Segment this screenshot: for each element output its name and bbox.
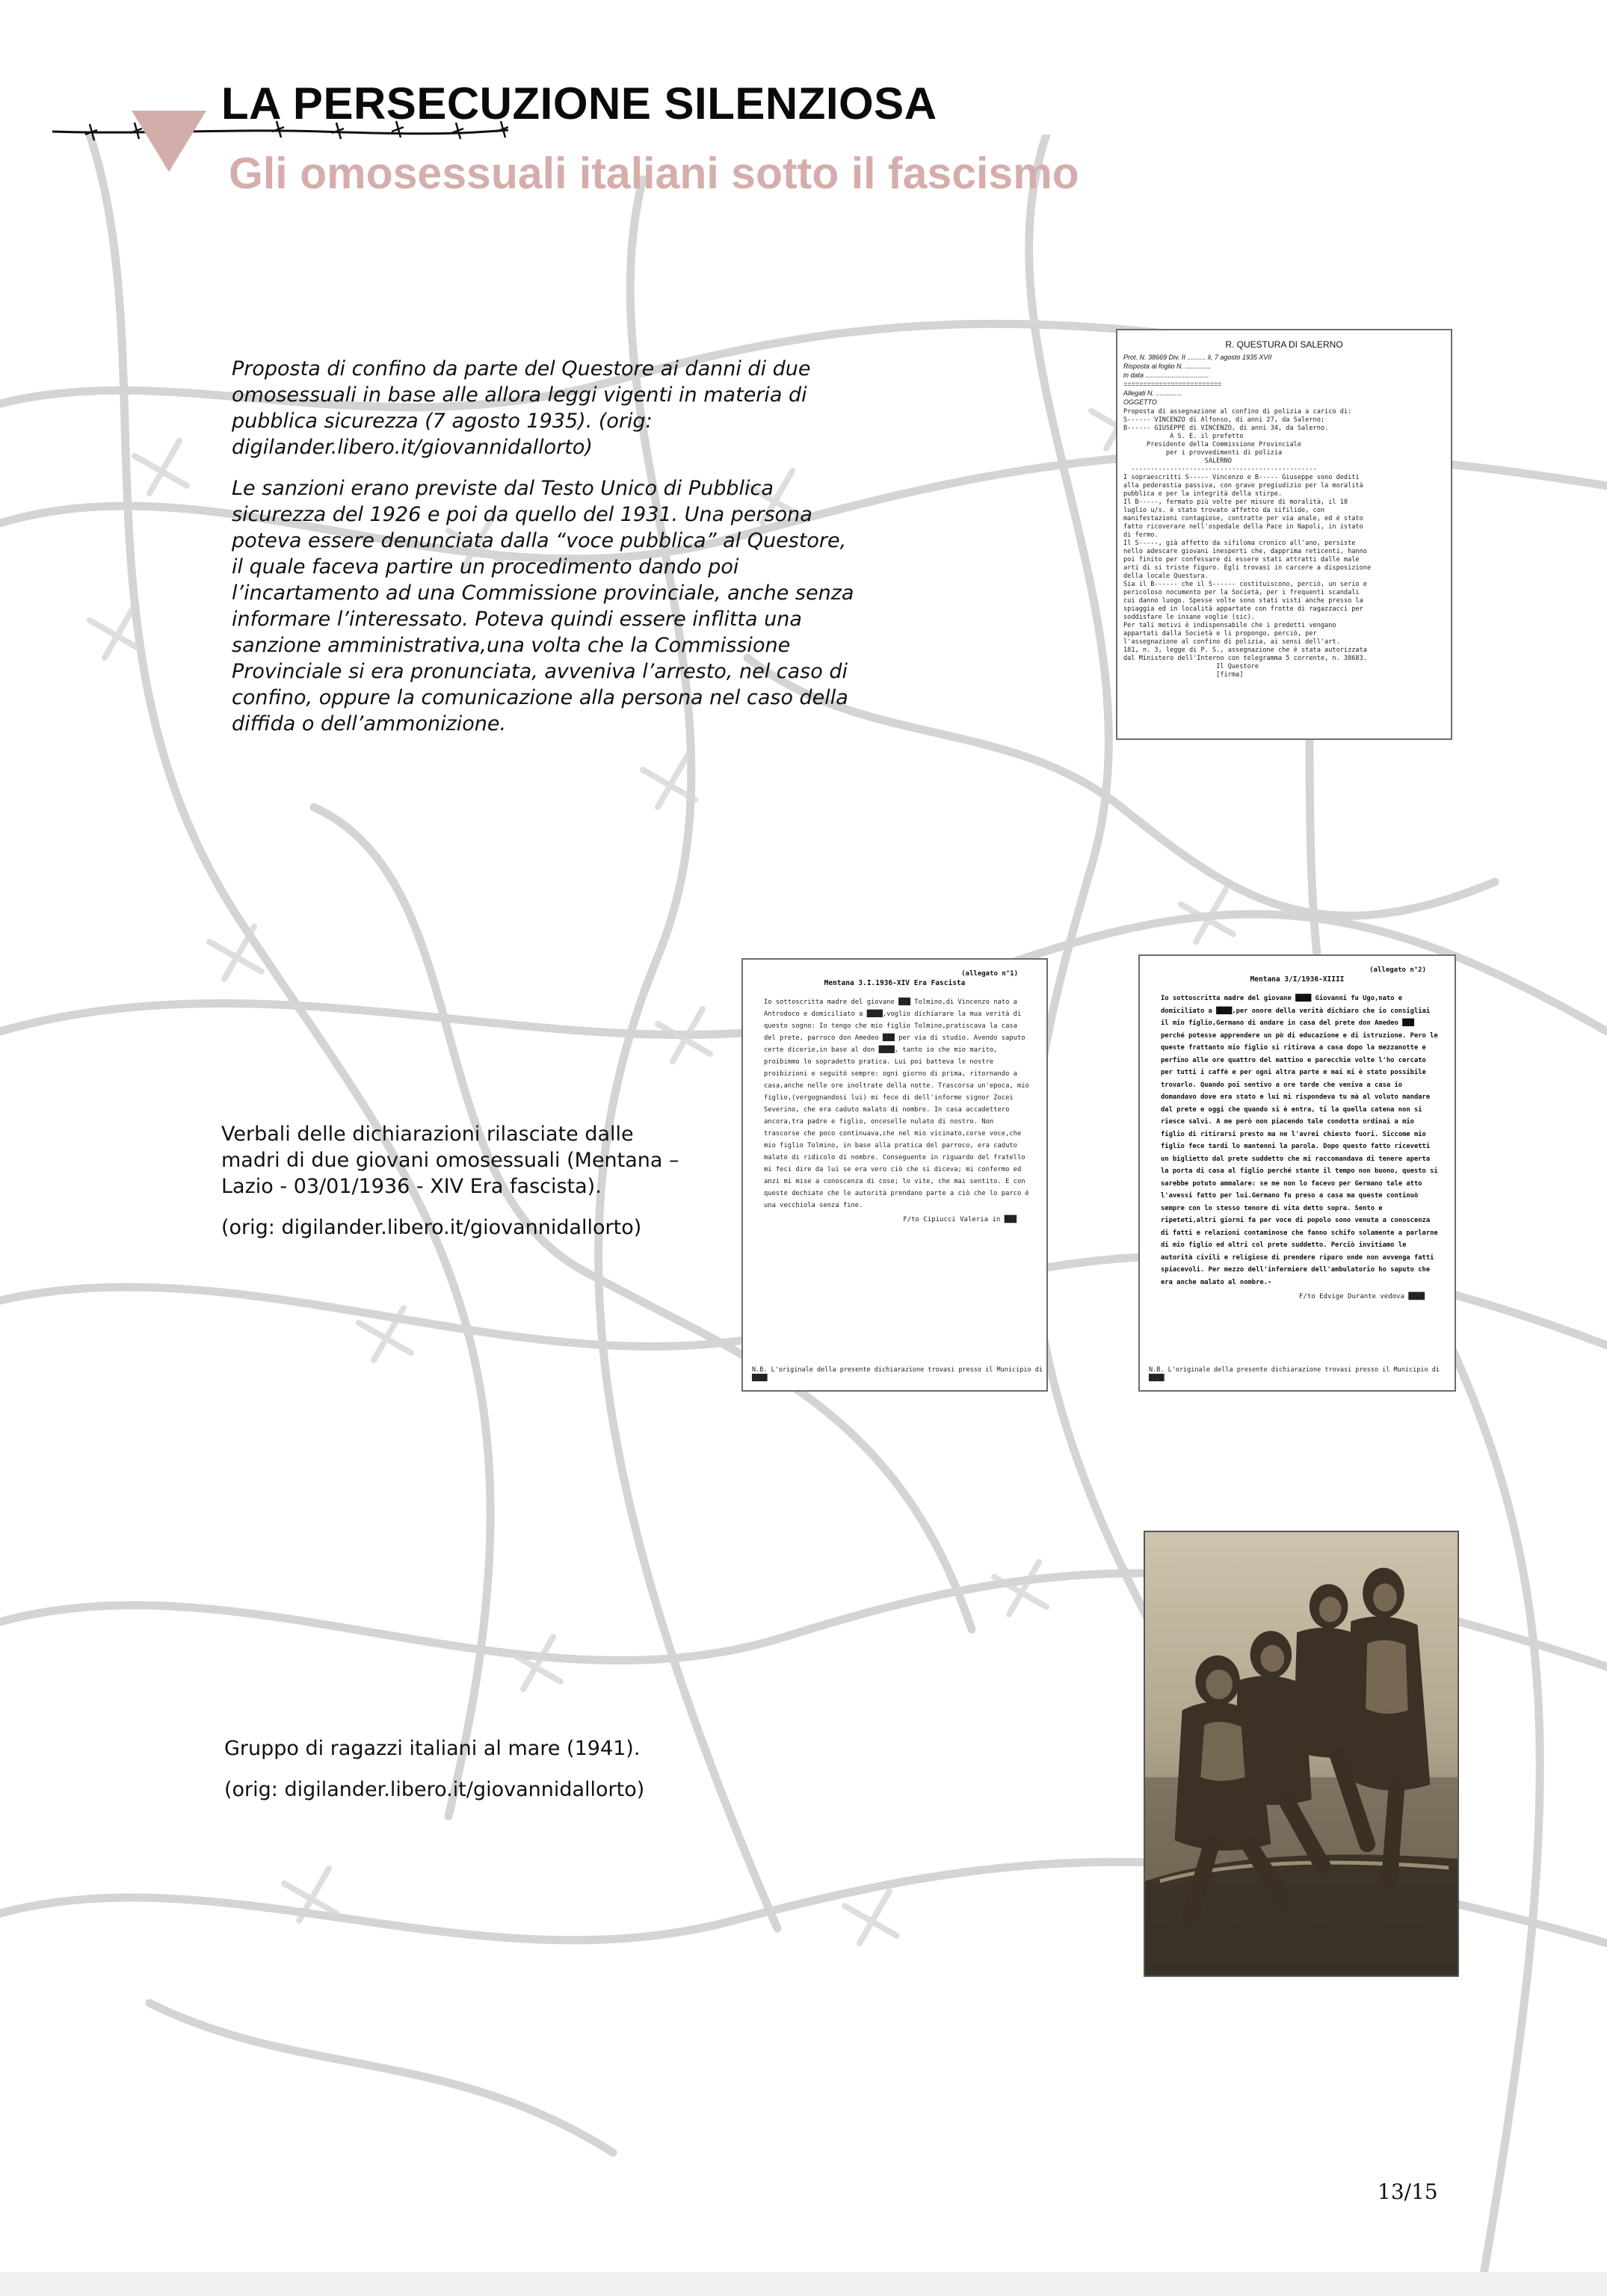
doc3-text: Io sottoscritta madre del giovane ████ Giovanni fu Ugo,nato e domiciliato a ████,per onore della verità dichiaro che io consigliai il mio figlio,Germano di andare in casa del prete don Amedeo ███ perché potesse apprendere un pò di educazione e di istruzione. Pero le queste frattanto mio figlio si ritirava a casa dopo la mezzanotte e perfino alle ore quattro del mattino e parecchie volte l'ho cercato per tutti i caffè e per ogni altra parte e mai mi è stato possibile trovarlo. Quando poi sentivo a ore tarde che veniva a casa io domandavo dove era stato e lui mi rispondeva tu mà al voluto mandare dal prete e oggi che quando si è entra, ti la quella catena non si riesce salvi. A me però non piacendo tale condotta ordinai a mio figlio di ritirarsi presto ma ne l'avrei chiesto fuori. Siccome mio figlio fece tardi lo mantenni la parola. Dopo questo fatto ricevetti un biglietto dal prete suddetto che mi raccomandava di tenere aperta la porta di casa al figlio perché stante il tempo non buono, questo si sarebbe potuto ammalare: se me non lo facevo per Germano tale atto l'avessi fatto per lui.Germano fu preso a casa ma queste continuò sempre con lo stesso tenore di vita detto sopra. Sento e ripeteti,altri giorni fa per voce di popolo sono venuta a conoscenza di fatti e relazioni contaminose che fanno schifo solamente a parlarne di mio figlio ed altri col prete suddetto. Perciò invitiamo le autorità civili e religiose di prendere riparo onde non avvenga fatti spiacevoli. Per mezzo dell'infermiere dell'ambulatorio ho saputo che era anche malato al nombre.-: [1161, 995, 1438, 1286]
section-1-text: [232, 356, 860, 752]
beach-group-photo: [1144, 1531, 1459, 1977]
questura-document: [1116, 329, 1452, 740]
doc1-caption: Proposta di confino da parte del Questore ai danni di due omosessuali in base alle allora leggi vigenti in materia di pubblica sicurezza (7 agosto 1935). (orig: digilander.libero.it/giovannidallorto): [232, 357, 811, 459]
doc2-signature: F/to Cipiucci Valeria in ███: [903, 1216, 1017, 1223]
bottom-band: [0, 2272, 1607, 2296]
section-3-text: [224, 1735, 747, 1818]
section-1-body: Le sanzioni erano previste dal Testo Unico di Pubblica sicurezza del 1926 e poi da quello del 1931. Una persona poteva essere denunciata dalla “voce pubblica” al Questore, il quale faceva partire un procedimento dando poi l’incartamento ad una Commissione provinciale, anche senza informare l’interessato. Poteva quindi essere inflitta una sanzione amministrativa,una volta che la Commissione Provinciale si era pronunciata, avveniva l’arresto, nel caso di confino, oppure la comunicazione alla persona nel caso della diffida o dell’ammonizione.: [232, 477, 854, 735]
doc3-signature: F/to Edvige Durante vedova ████: [1299, 1293, 1425, 1300]
doc2-text: Io sottoscritta madre del giovane ███ Tolmino,di Vincenzo nato a Antrodoco e domiciliato a ████,voglio dichiarare la mua verità di questo sogno: Io tengo che mio figlio Tolmino,pratiscava la casa del prete, parroco don Amedeo ███ per via di studio. Avendo saputo certe dicerie,in base al don ████, tanto io che mio marito, proibimmo lo sopradetto pratica. Lui poi batteva le nostre proibizioni e seguitò sempre: ogni giorno di prima, ritornando a casa,anche nelle ore inoltrate della notte. Trascorsa un'epoca, mio figlio,(vergognandosi lui) mi fece di dell'informe signor Zocei Severino, che era caduto malato di nombre. In casa accadettero ancora,tra padre e figlio, onceselle nulato di nostro. Non trascorse che poco continuava,che nel mio vicinato,corse voce,che mio figlio Tolmino, in base alla pratica del parroco, era caduto malato di ridicolo di nombre. Conseguente in riguardo del fratello mi feci dire da lui se era vero ciò che si diceva; mi confermo ed anzi mi mise a conoscenza di cose; lo vite, che mai sentito. E con queste dechiate che le autorità prendano parte a ciò che lo parco è una vecchiola senza fine.: [764, 999, 1029, 1209]
doc2-note: N.B. L'originale della presente dichiarazione trovasi presso il Municipio di ████: [752, 1366, 1043, 1382]
doc3-attachment-label: (allegato n°2): [1369, 966, 1426, 974]
page-number: 13/15: [1378, 2179, 1438, 2204]
photo-image: [1145, 1532, 1458, 1975]
photo-caption: Gruppo di ragazzi italiani al mare (1941).: [224, 1737, 641, 1760]
declaration-document-2: [1138, 954, 1456, 1392]
doc3-note: N.B. L'originale della presente dichiarazione trovasi presso il Municipio di ████: [1149, 1366, 1440, 1382]
doc1-text: Proposta di assegnazione al confino di polizia a carico di: S------ VINCENZO di Alfonso, di anni 27, da Salerno; B------ GIUSEPPE di VINCENZO, di anni 34, da Salerno. A S. E. il prefetto Presidente della Commissione Provinciale per i provvedimenti di polizia SALERNO ------------------------------------------------ I sopraescritti S----- Vincenzo e B----- Giuseppe sono dediti alla pederastia passiva, con grave pregiudizio per la moralità pubblica e per la integrità della stirpe. Il B-----, fermato più volte per misure di moralità, il 18 luglio u/s. è stato trovato affetto da sifilide, con manifestazioni contagiose, contratte per via anale, ed è stato fatto ricoverare nell'ospedale della Pace in Napoli, in istato di fermo. Il S-----, già affetto da sifiloma cronico all'ano, persiste nello adescare giovani inesperti che, dapprima reticenti, hanno poi finito per confessare di essere stati attratti dalle male arti di si triste figuro. Egli trovasi in carcere a disposizione della locale Questura. Sia il B------ che il S------ costituiscono, perciò, un serio e pericoloso nocumento per la Società, per i frequenti scandali cui danno luogo. Spesse volte sono stati visti anche presso la spiaggia ed in località appartate con frotte di ragazzacci per soddisfare le insane voglie (sic). Per tali motivi è indispensabile che i predetti vengano appartati dalla Società e li propongo, perciò, per l'assegnazione al confino di polizia, ai sensi dell'art. 181, n. 3, legge di P. S., assegnazione che è stata autorizzata dal Ministero dell'Interno con telegramma 5 corrente, n. 38683. Il Questore [firma]: [1123, 408, 1372, 679]
doc1-meta: Prot. N. 38669 Div. II .......... li, 7 agosto 1935 XVII Risposta al foglio N. .............. in data .................................. ========================= Allegati N. .............. OGGETTO: [1123, 354, 1272, 406]
page-title: LA PERSECUZIONE SILENZIOSA: [221, 78, 937, 129]
doc2-source: (orig: digilander.libero.it/giovannidallorto): [221, 1216, 642, 1239]
doc2-caption: Verbali delle dichiarazioni rilasciate dalle madri di due giovani omosessuali (Mentana – Lazio - 03/01/1936 - XIV Era fascista).: [221, 1123, 679, 1198]
doc3-date: Mentana 3/I/1936-XIIII: [1250, 975, 1345, 984]
photo-source: (orig: digilander.libero.it/giovannidallorto): [224, 1778, 645, 1801]
doc2-attachment-label: (allegato n°1): [961, 970, 1018, 978]
section-2-text: [221, 1121, 685, 1256]
declaration-document-1: [741, 958, 1048, 1392]
doc1-title: R. QUESTURA DI SALERNO: [1225, 339, 1343, 350]
doc2-date: Mentana 3.I.1936-XIV Era Fascista: [824, 979, 966, 987]
page-subtitle: Gli omosessuali italiani sotto il fascismo: [229, 149, 1079, 198]
pink-triangle-icon: [132, 111, 206, 172]
